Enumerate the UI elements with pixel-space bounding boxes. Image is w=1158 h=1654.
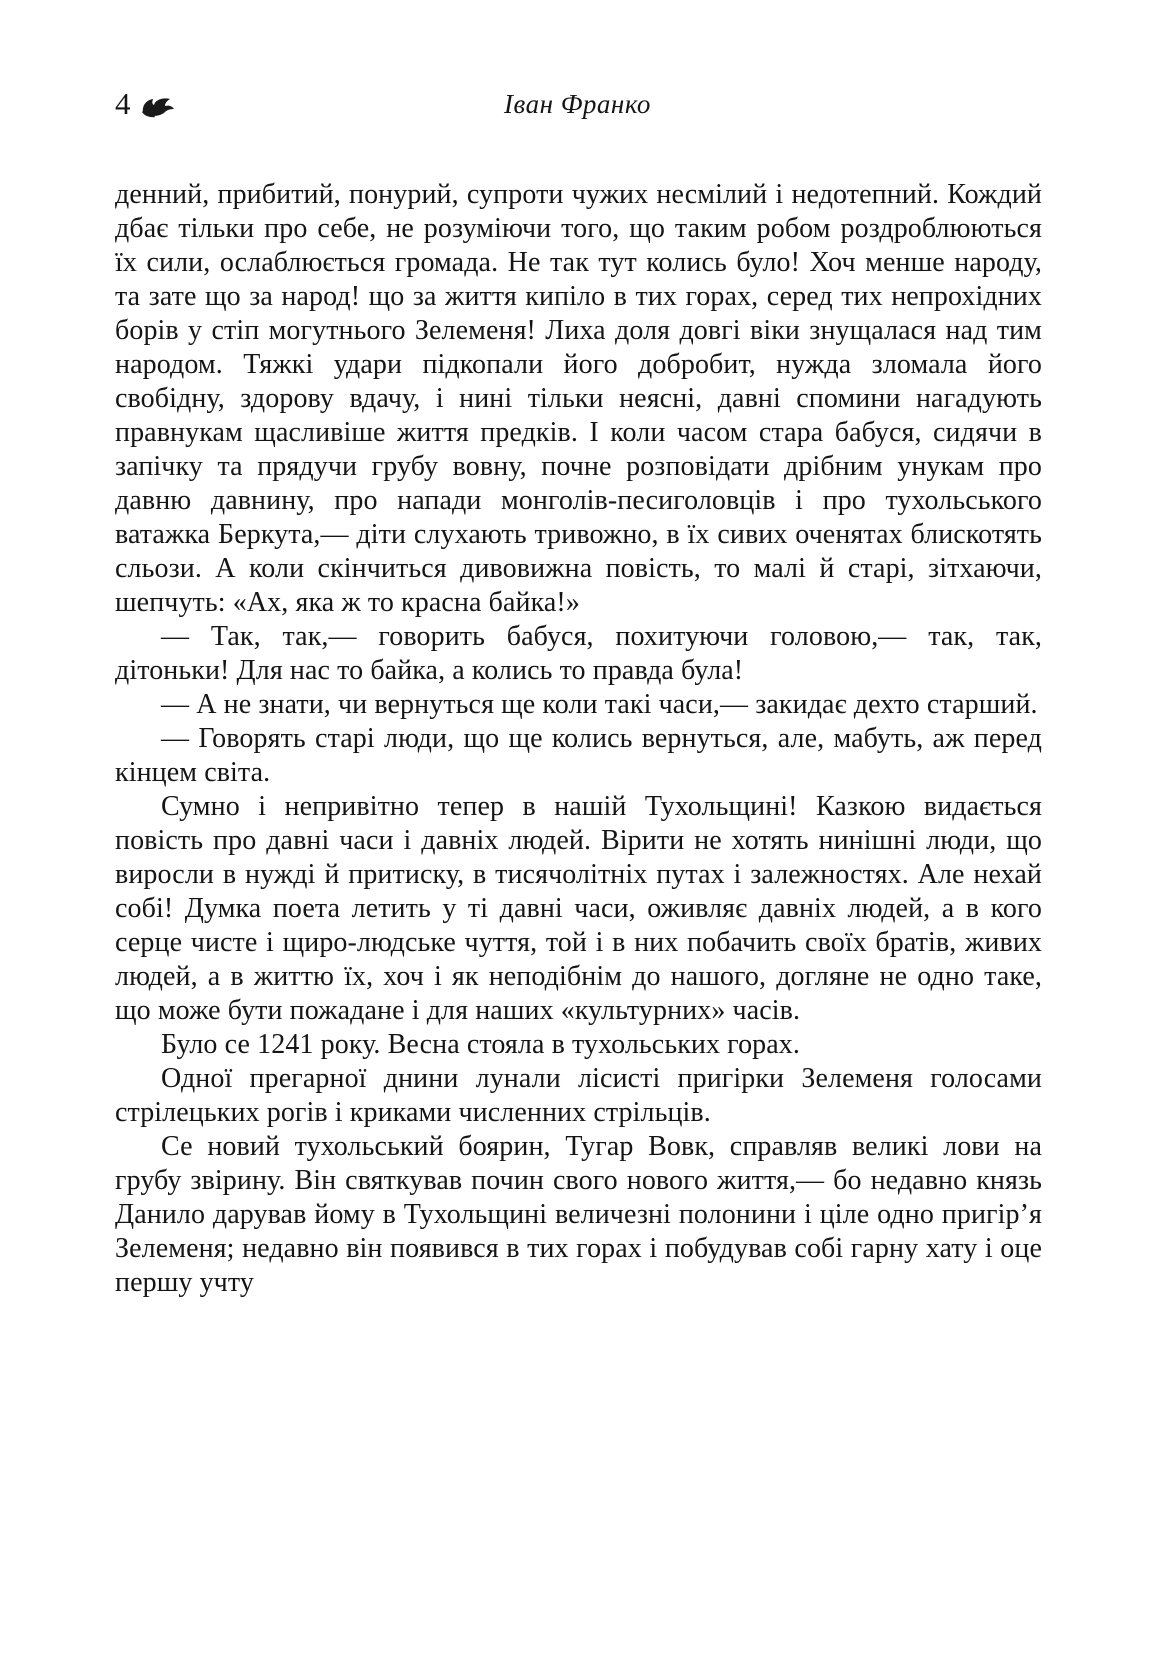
fleuron-icon [141, 96, 175, 118]
paragraph-dialogue: — А не знати, чи вернуться ще коли такі часи,— закидає дехто старший. [161, 689, 1038, 720]
paragraph: Сумно і непривітно тепер в нашій Тухольщині! Казкою видається повість про давні часи і давніх людей. Вірити не хотять нинішні люди, що виросли в нужді й притиску, в тисячолітніх путах і залежностях. Але нехай собі! Думка поета летить у ті давні часи, оживляє давніх людей, а в кого серце чисте і щиро-людське чуття, той і в них побачить своїх братів, живих людей, а в життю їх, хоч і як неподібнім до нашого, догляне не одно таке, що може бути пожадане і для наших «культурних» часів. [115, 791, 1042, 1026]
paragraph-dialogue: — Так, так,— говорить бабуся, похитуючи головою,— так, так, дітоньки! Для нас то байка, а колись то правда була! [115, 621, 1042, 686]
body-text-block [115, 178, 1042, 1300]
paragraph: Се новий тухольський боярин, Тугар Вовк, справляв великі лови на грубу звірину. Він святкував почин свого нового життя,— бо недавно князь Данило дарував йому в Тухольщині величезні полонини і ціле одно пригір’я Зелеменя; недавно він появився в тих горах і побудував собі гарну хату і оце першу учту [115, 1131, 1042, 1298]
page-number: 4 [115, 86, 131, 121]
paragraph: Було се 1241 року. Весна стояла в тухольських горах. [161, 1029, 801, 1060]
running-header [115, 86, 1040, 128]
paragraph: Одної прегарної днини лунали лісисті пригірки Зелеменя голосами стрілецьких рогів і криками численних стрільців. [115, 1063, 1042, 1128]
running-header-author: Іван Франко [504, 89, 651, 119]
page-number-group [115, 86, 175, 122]
paragraph-dialogue: — Говорять старі люди, що ще колись вернуться, але, мабуть, аж перед кінцем світа. [115, 723, 1042, 788]
paragraph-continuation: денний, прибитий, понурий, супроти чужих несмілий і недотепний. Кождий дбає тільки про себе, не розуміючи того, що таким робом роздроблюються їх сили, ослаблюється громада. Не так тут колись було! Хоч менше народу, та зате що за народ! що за життя кипіло в тих горах, серед тих непрохідних борів у стіп могутнього Зелеменя! Лиха доля довгі віки знущалася над тим народом. Тяжкі удари підкопали його добробит, нужда зломала його свобідну, здорову вдачу, і нині тільки неясні, давні спомини нагадують правнукам щасливіше життя предків. І коли часом стара бабуся, сидячи в запічку та прядучи грубу вовну, почне розповідати дрібним унукам про давню давнину, про напади монголів-песиголовців і про тухольського ватажка Беркута,— діти слухають тривожно, в їх сивих оченятах блискотять сльози. А коли скінчиться дивовижна повість, то малі й старі, зітхаючи, шепчуть: «Ах, яка ж то красна байка!» [115, 179, 1042, 618]
